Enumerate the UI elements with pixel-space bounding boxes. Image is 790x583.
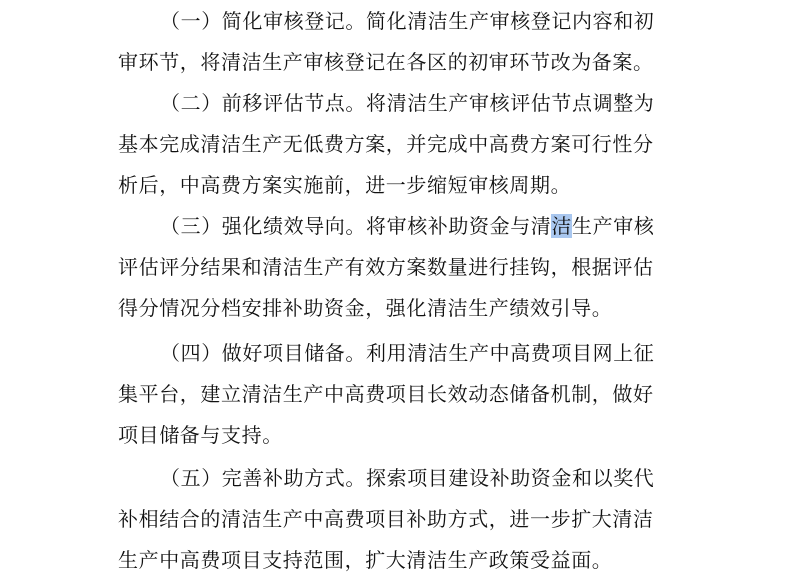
paragraph-5-line-1: （五）完善补助方式。探索项目建设补助资金和以奖代 [160, 466, 655, 490]
paragraph-4-line-2: 集平台，建立清洁生产中高费项目长效动态储备机制，做好 [118, 382, 654, 406]
paragraph-3-line-3: 得分情况分档安排补助资金，强化清洁生产绩效引导。 [118, 296, 613, 320]
paragraph-2-line-1: （二）前移评估节点。将清洁生产审核评估节点调整为 [160, 91, 655, 115]
paragraph-3-line-2: 评估评分结果和清洁生产有效方案数量进行挂钩，根据评估 [118, 255, 654, 279]
paragraph-4-line-3: 项目储备与支持。 [118, 423, 283, 447]
paragraph-3-line-1 [160, 213, 720, 239]
paragraph-3-line-1-before: （三）强化绩效导向。将审核补助资金与清 [160, 214, 552, 238]
paragraph-2-line-3: 析后，中高费方案实施前，进一步缩短审核周期。 [118, 173, 572, 197]
paragraph-1-line-1: （一）简化审核登记。简化清洁生产审核登记内容和初 [160, 9, 655, 33]
paragraph-5-line-2: 补相结合的清洁生产中高费项目补助方式，进一步扩大清洁 [118, 507, 654, 531]
paragraph-2-line-2: 基本完成清洁生产无低费方案，并完成中高费方案可行性分 [118, 132, 654, 156]
paragraph-1-line-2: 审环节，将清洁生产审核登记在各区的初审环节改为备案。 [118, 50, 654, 74]
text-selection-highlight[interactable]: 洁 [551, 214, 573, 238]
paragraph-5-line-3: 生产中高费项目支持范围，扩大清洁生产政策受益面。 [118, 548, 613, 572]
paragraph-3-line-1-after: 生产审核 [572, 214, 655, 238]
paragraph-4-line-1: （四）做好项目储备。利用清洁生产中高费项目网上征 [160, 341, 655, 365]
